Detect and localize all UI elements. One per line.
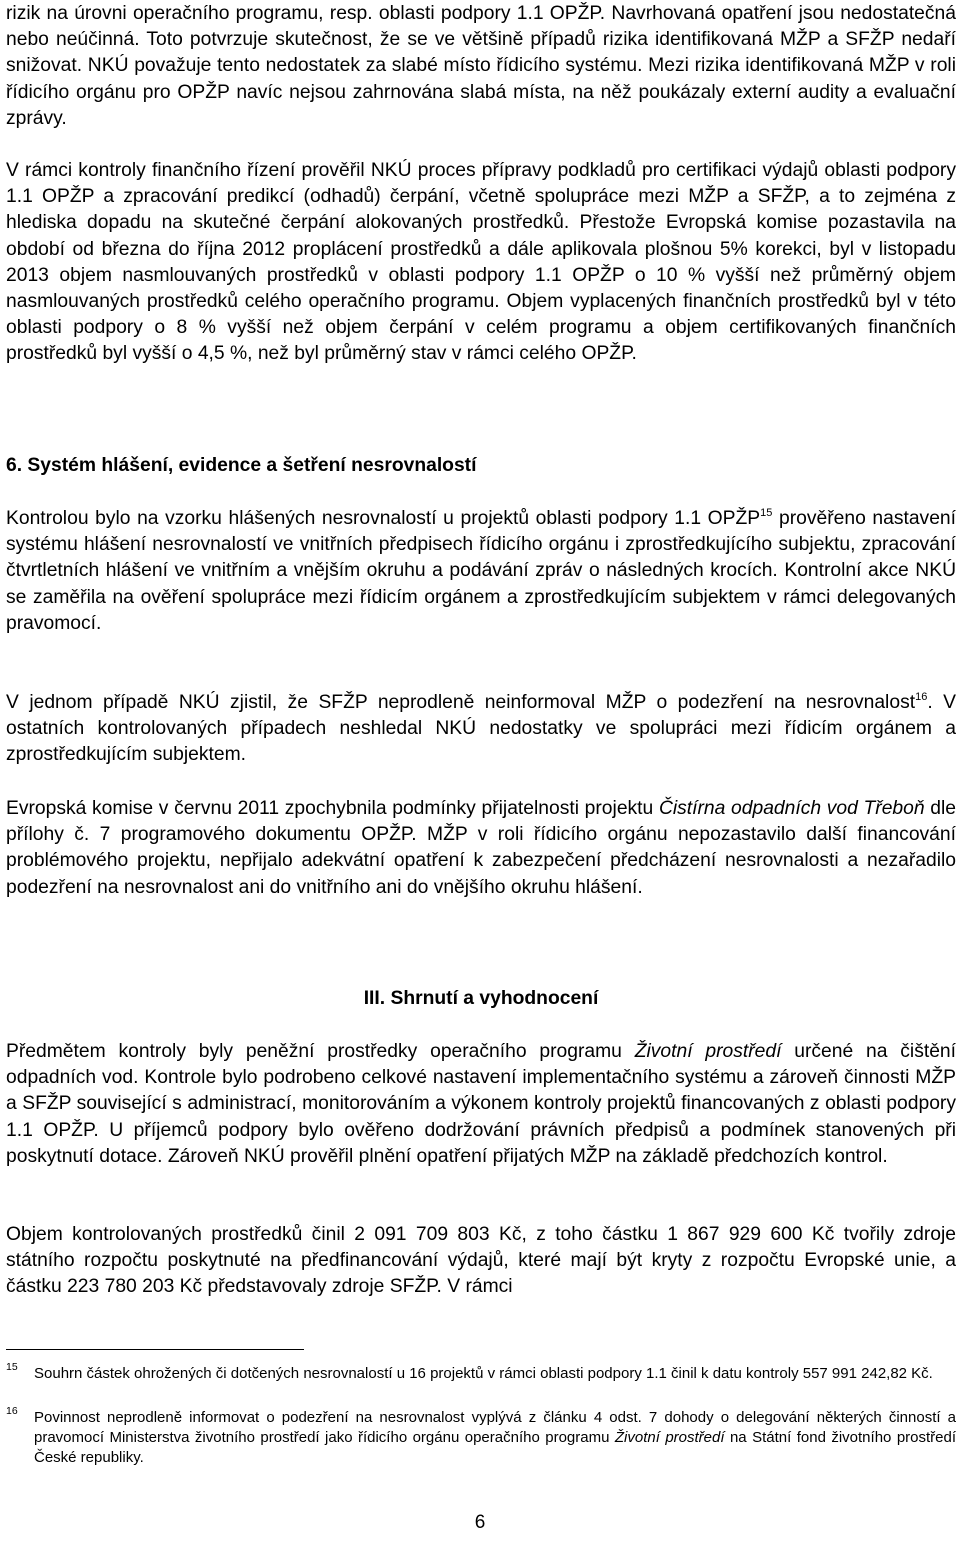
chapter-heading-iii: III. Shrnutí a vyhodnocení [363,988,599,1009]
footnote-number: 15 [6,1361,18,1373]
paragraph-sfzp-case: V jednom případě NKÚ zjistil, že SFŽP neprodleně neinformoval MŽP o podezření na nesrovnalost$^{16}$. V ostatních kontrolovaných případech neshledal NKÚ nedostatky ve spolupráci mezi řídicím orgánem a zprostředkujícím subjektem. [6,691,957,766]
footnote-ref-16[interactable]: 16 [915,691,928,703]
footnote-separator [6,1349,304,1350]
footnote-15: 15 Souhrn částek ohrožených či dotčených nesrovnalostí u 16 projektů v rámci oblasti podpory 1.1 činil k datu kontroly 557 991 242,82 Kč. [6,1364,956,1384]
paragraph-risks: rizik na úrovni operačního programu, resp. oblasti podpory 1.1 OPŽP. Navrhovaná opatření jsou nedostatečná nebo neúčinná. Toto potvrzuje skutečnost, že se ve většině případů rizika identifikovaná MŽP a SFŽP nedaří snižovat. NKÚ považuje tento nedostatek za slabé místo řídicího systému. Mezi rizika identifikovaná MŽP v roli řídicího orgánu pro OPŽP navíc nejsou zahrnována slabá místa, na něž poukázaly externí audity a evaluační zprávy. [6,3,956,129]
paragraph-summary: Předmětem kontroly byly peněžní prostředky operačního programu Životní prostředí určené na čištění odpadních vod. Kontrole bylo podrobeno celkové nastavení implementačního systému a zároveň činnosti MŽP a SFŽP související s administrací, monitorováním a výkonem kontroly projektů financovaných z oblasti podpory 1.1 OPŽP. U příjemců podpory bylo ověřeno dodržování právních předpisů a podmínek stanovených při poskytnutí dotace. Zároveň NKÚ prověřil plnění opatření přijatých MŽP na základě předchozích kontrol. [6,1041,957,1167]
paragraph-commission: Evropská komise v červnu 2011 zpochybnila podmínky přijatelnosti projektu Čistírna odpadních vod Třeboň dle přílohy č. 7 programového dokumentu OPŽP. MŽP v roli řídicího orgánu nepozastavilo další financování problémového projektu, nepřijalo adekvátní opatření k zabezpečení předcházení nesrovnalosti a nezařadilo podezření na nesrovnalost ani do vnitřního ani do vnějšího okruhu hlášení. [6,798,957,898]
footnote-ref-15[interactable]: 15 [760,507,773,519]
paragraph-irregularities-check: Kontrolou bylo na vzorku hlášených nesrovnalostí u projektů oblasti podpory 1.1 OPŽP$^{15}$ prověřeno nastavení systému hlášení nesrovnalostí ve vnitřních předpisech řídicího orgánu i zprostředkujícího subjektu, zpracování čtvrtletních hlášení ve vnitřním a vnějším okruhu a podávání zpráv o následných krocích. Kontrolní akce NKÚ se zaměřila na ověření spolupráce mezi řídicím orgánem a zprostředkujícím subjektem v rámci delegovaných pravomocí. [6,507,956,634]
programme-name: Životní prostředí [634,1041,782,1062]
footnote-number: 16 [6,1405,18,1417]
paragraph-volume: Objem kontrolovaných prostředků činil 2 091 709 803 Kč, z toho částku 1 867 929 600 Kč tvořily zdroje státního rozpočtu poskytnuté na předfinancování výdajů, které mají být kryty z rozpočtu Evropské unie, a částku 223 780 203 Kč představovaly zdroje SFŽP. V rámci [6,1224,956,1298]
project-name: Čistírna odpadních vod Třeboň [658,798,925,819]
paragraph-financial-control: V rámci kontroly finančního řízení prověřil NKÚ proces přípravy podkladů pro certifikaci výdajů oblasti podpory 1.1 OPŽP a zpracování predikcí (odhadů) čerpání, včetně spolupráce mezi MŽP a SFŽP, a to zejména z hlediska dopadu na skutečné čerpání alokovaných prostředků. Přestože Evropská komise pozastavila na období od března do října 2012 proplácení prostředků a dále aplikovala plošnou 5% korekci, byl v listopadu 2013 objem nasmlouvaných prostředků v oblasti podpory 1.1 OPŽP o 10 % vyšší než průměrný objem nasmlouvaných prostředků celého operačního programu. Objem vyplacených finančních prostředků byl v této oblasti podpory o 8 % vyšší než objem čerpání v celém programu a objem certifikovaných finančních prostředků byl vyšší o 4,5 %, než byl průměrný stav v rámci celého OPŽP. [6,160,956,365]
footnote-16: 16 Povinnost neprodleně informovat o podezření na nesrovnalost vyplývá z článku 4 odst. 7 dohody o delegování některých činností a pravomocí Ministerstva životního prostředí jako řídicího orgánu operačního programu Životní prostředí na Státní fond životního prostředí České republiky. [6,1408,956,1468]
section-heading-6: 6. Systém hlášení, evidence a šetření nesrovnalostí [6,455,477,476]
page-number: 6 [474,1512,486,1533]
